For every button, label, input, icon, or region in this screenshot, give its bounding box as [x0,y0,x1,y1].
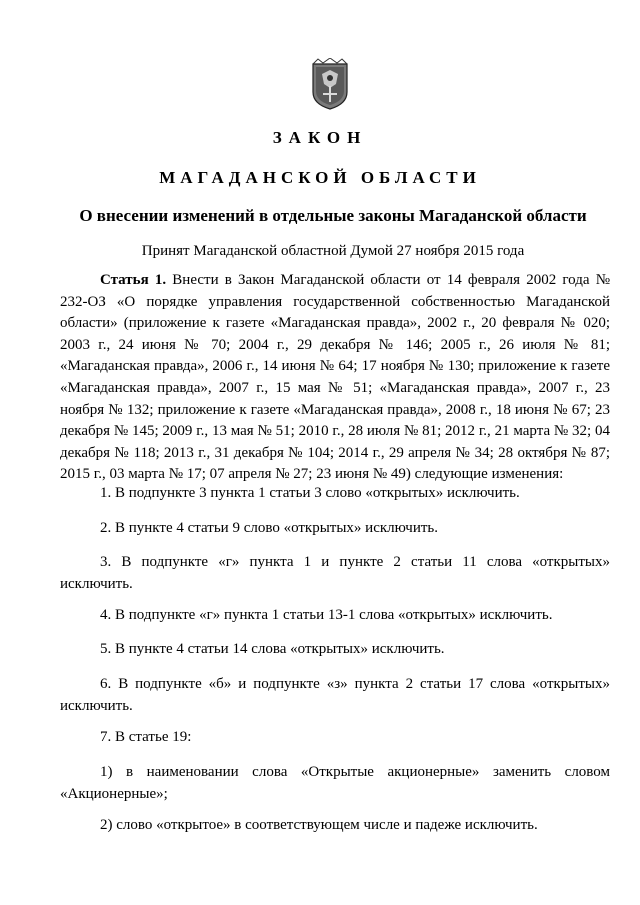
amendment-subitem: 2) слово «открытое» в соответствующем числе и падеже исключить. [100,817,538,833]
amendment-item: 5. В пункте 4 статьи 14 слова «открытых» исключить. [100,641,445,657]
law-title: ЗАКОН [272,128,368,147]
amendment-item: 1. В подпункте 3 пункта 1 статьи 3 слово «открытых» исключить. [100,485,520,501]
amendment-subitem: 1) в наименовании слова «Открытые акционерные» заменить словом «Акционерные»; [60,764,610,802]
region-title: МАГАДАНСКОЙ ОБЛАСТИ [159,168,481,187]
amendment-item: 2. В пункте 4 статьи 9 слово «открытых» исключить. [100,520,438,536]
article-1-text: Внести в Закон Магаданской области от 14 февраля 2002 года № 232-ОЗ «О порядке управления государственной собственностью Магаданской области» (приложение к газете «Магаданская правда», 2002 г., 20 февраля № 020; 2003 г., 24 июня № 70; 2004 г., 29 декабря № 146; 2005 г., 26 июля № 81; «Магаданская правда», 2006 г., 14 июня № 64; 17 ноября № 130; приложение к газете «Магаданская правда», 2007 г., 15 мая № 51; «Магаданская правда», 2007 г., 23 ноября № 132; приложение к газете «Магаданская правда», 2008 г., 18 июня № 67; 23 декабря № 145; 2009 г., 13 мая № 51; 2010 г., 28 июля № 81; 2012 г., 21 марта № 32; 04 декабря № 118; 2013 г., 31 декабря № 104; 2014 г., 29 апреля № 34; 28 октября № 87; 2015 г., 03 марта № 17; 07 апреля № 27; 23 июня № 49) следующие изменения: [60,272,610,483]
amendment-item: 7. В статье 19: [100,729,192,745]
adoption-line: Принят Магаданской областной Думой 27 ноября 2015 года [141,243,525,259]
article-1-heading: Статья 1. [100,272,167,288]
article-1-paragraph [60,270,610,486]
amendment-item: 6. В подпункте «б» и подпункте «з» пункта 2 статьи 17 слова «открытых» исключить. [60,676,610,714]
amendment-item: 3. В подпункте «г» пункта 1 и пункте 2 статьи 11 слова «открытых» исключить. [60,554,610,592]
amendment-item: 4. В подпункте «г» пункта 1 статьи 13-1 слова «открытых» исключить. [100,607,553,623]
coat-of-arms-icon [310,58,350,110]
law-subject-title: О внесении изменений в отдельные законы Магаданской области [79,206,587,225]
